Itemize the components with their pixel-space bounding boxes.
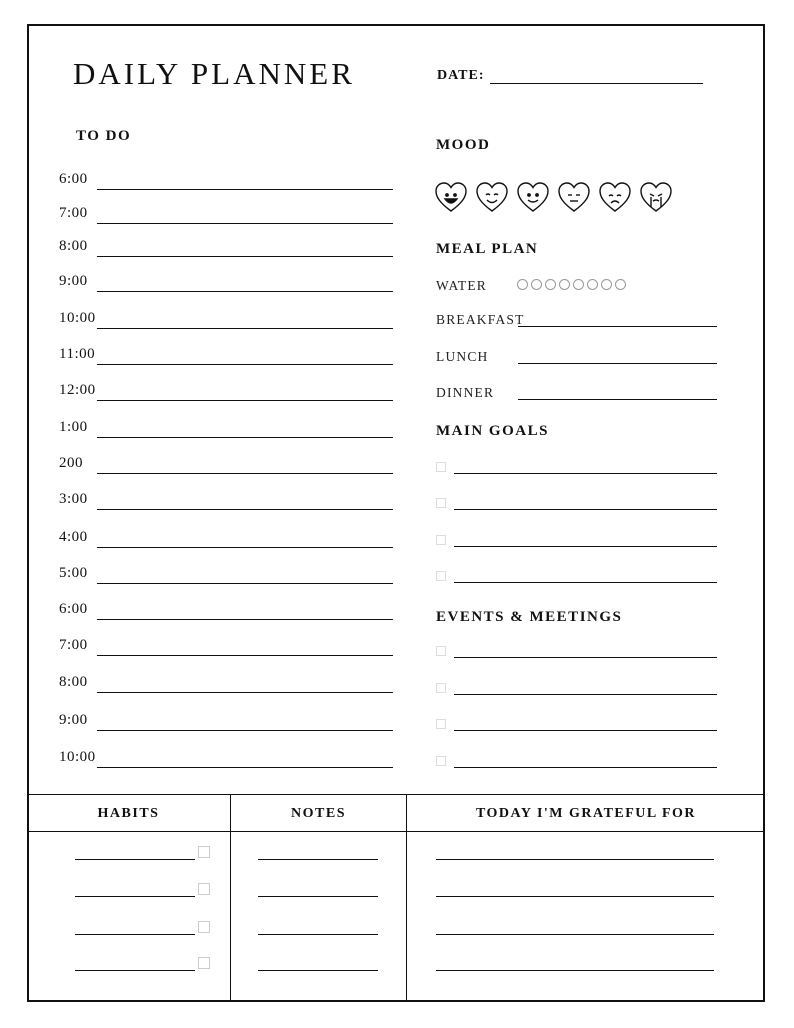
event-row: [436, 748, 717, 768]
todo-time-label: 11:00: [59, 346, 96, 362]
todo-time-label: 200: [59, 455, 83, 471]
todo-row[interactable]: [59, 564, 393, 584]
water-glass-circle[interactable]: [531, 279, 542, 290]
heart-laughing-icon[interactable]: [434, 181, 468, 213]
todo-time-label: 8:00: [59, 238, 88, 254]
goal-line[interactable]: [454, 473, 717, 474]
note-line[interactable]: [258, 896, 378, 897]
water-glass-circle[interactable]: [545, 279, 556, 290]
todo-time-label: 12:00: [59, 382, 96, 398]
todo-time-label: 7:00: [59, 205, 88, 221]
note-line[interactable]: [258, 934, 378, 935]
event-row: [436, 675, 717, 695]
todo-time-label: 5:00: [59, 565, 88, 581]
todo-heading: TO DO: [76, 128, 132, 144]
water-glass-circle[interactable]: [615, 279, 626, 290]
goal-checkbox[interactable]: [436, 535, 446, 545]
todo-line[interactable]: [97, 767, 393, 768]
habit-checkbox[interactable]: [198, 921, 210, 933]
notes-heading: NOTES: [291, 806, 346, 821]
event-line[interactable]: [454, 767, 717, 768]
event-checkbox[interactable]: [436, 683, 446, 693]
event-checkbox[interactable]: [436, 756, 446, 766]
todo-row[interactable]: [59, 748, 393, 768]
todo-row[interactable]: [59, 309, 393, 329]
todo-time-label: 9:00: [59, 273, 88, 289]
habit-line[interactable]: [75, 970, 195, 971]
todo-time-label: 9:00: [59, 712, 88, 728]
water-tracker: [517, 279, 626, 290]
todo-time-label: 6:00: [59, 171, 88, 187]
todo-time-label: 7:00: [59, 637, 88, 653]
goal-line[interactable]: [454, 509, 717, 510]
water-glass-circle[interactable]: [559, 279, 570, 290]
page-title: DAILY PLANNER: [73, 56, 355, 91]
note-line[interactable]: [258, 859, 378, 860]
main-goals-heading: MAIN GOALS: [436, 423, 549, 439]
water-glass-circle[interactable]: [573, 279, 584, 290]
water-glass-circle[interactable]: [601, 279, 612, 290]
goal-row: [436, 490, 717, 510]
habit-line[interactable]: [75, 934, 195, 935]
todo-line[interactable]: [97, 509, 393, 510]
heart-smiling-icon[interactable]: [475, 181, 509, 213]
mood-heading: MOOD: [436, 137, 491, 153]
todo-line[interactable]: [97, 189, 393, 190]
todo-line[interactable]: [97, 256, 393, 257]
mood-selector: [434, 181, 673, 213]
todo-row[interactable]: [59, 170, 393, 190]
todo-line[interactable]: [97, 291, 393, 292]
event-checkbox[interactable]: [436, 719, 446, 729]
events-heading: EVENTS & MEETINGS: [436, 609, 623, 625]
todo-line[interactable]: [97, 223, 393, 224]
habit-checkbox[interactable]: [198, 846, 210, 858]
bottom-top-divider: [27, 794, 765, 795]
note-line[interactable]: [258, 970, 378, 971]
goal-checkbox[interactable]: [436, 571, 446, 581]
todo-line[interactable]: [97, 473, 393, 474]
bottom-divider-2: [406, 794, 407, 1002]
habit-line[interactable]: [75, 896, 195, 897]
todo-row[interactable]: [59, 381, 393, 401]
grateful-line[interactable]: [436, 896, 714, 897]
todo-line[interactable]: [97, 583, 393, 584]
event-line[interactable]: [454, 657, 717, 658]
todo-row[interactable]: [59, 454, 393, 474]
todo-time-label: 6:00: [59, 601, 88, 617]
date-label: DATE:: [437, 68, 485, 83]
todo-line[interactable]: [97, 400, 393, 401]
goal-row: [436, 454, 717, 474]
todo-time-label: 10:00: [59, 749, 96, 765]
goal-checkbox[interactable]: [436, 462, 446, 472]
heart-crying-icon[interactable]: [639, 181, 673, 213]
dinner-label: DINNER: [436, 385, 495, 400]
heart-sad-icon[interactable]: [598, 181, 632, 213]
bottom-divider-1: [230, 794, 231, 1002]
grateful-line[interactable]: [436, 970, 714, 971]
todo-row[interactable]: [59, 490, 393, 510]
habit-line[interactable]: [75, 859, 195, 860]
todo-row[interactable]: [59, 237, 393, 257]
water-glass-circle[interactable]: [517, 279, 528, 290]
goal-checkbox[interactable]: [436, 498, 446, 508]
event-row: [436, 711, 717, 731]
todo-row[interactable]: [59, 528, 393, 548]
grateful-heading: TODAY I'M GRATEFUL FOR: [475, 806, 697, 821]
todo-row[interactable]: [59, 673, 393, 693]
dinner-line[interactable]: [518, 399, 717, 400]
water-glass-circle[interactable]: [587, 279, 598, 290]
todo-row[interactable]: [59, 600, 393, 620]
todo-time-label: 3:00: [59, 491, 88, 507]
todo-line[interactable]: [97, 619, 393, 620]
heart-happy-icon[interactable]: [516, 181, 550, 213]
todo-line[interactable]: [97, 692, 393, 693]
todo-row[interactable]: [59, 418, 393, 438]
todo-row[interactable]: [59, 636, 393, 656]
heart-neutral-icon[interactable]: [557, 181, 591, 213]
goal-line[interactable]: [454, 546, 717, 547]
todo-time-label: 10:00: [59, 310, 96, 326]
event-line[interactable]: [454, 730, 717, 731]
lunch-label: LUNCH: [436, 349, 489, 364]
habits-heading: HABITS: [97, 806, 160, 821]
grateful-line[interactable]: [436, 859, 714, 860]
goal-line[interactable]: [454, 582, 717, 583]
habit-checkbox[interactable]: [198, 883, 210, 895]
habit-checkbox[interactable]: [198, 957, 210, 969]
grateful-line[interactable]: [436, 934, 714, 935]
date-field-line[interactable]: [490, 83, 703, 84]
todo-row[interactable]: [59, 272, 393, 292]
goal-row: [436, 563, 717, 583]
water-label: WATER: [436, 278, 487, 293]
event-row: [436, 638, 717, 658]
breakfast-line[interactable]: [518, 326, 717, 327]
todo-line[interactable]: [97, 328, 393, 329]
todo-time-label: 4:00: [59, 529, 88, 545]
breakfast-label: BREAKFAST: [436, 312, 525, 327]
event-line[interactable]: [454, 694, 717, 695]
todo-line[interactable]: [97, 547, 393, 548]
meal-plan-heading: MEAL PLAN: [436, 241, 539, 257]
todo-row[interactable]: [59, 204, 393, 224]
todo-time-label: 8:00: [59, 674, 88, 690]
todo-line[interactable]: [97, 364, 393, 365]
todo-row[interactable]: [59, 345, 393, 365]
goal-row: [436, 527, 717, 547]
todo-line[interactable]: [97, 437, 393, 438]
todo-row[interactable]: [59, 711, 393, 731]
event-checkbox[interactable]: [436, 646, 446, 656]
todo-time-label: 1:00: [59, 419, 88, 435]
todo-line[interactable]: [97, 730, 393, 731]
bottom-header-divider: [27, 831, 765, 832]
lunch-line[interactable]: [518, 363, 717, 364]
todo-line[interactable]: [97, 655, 393, 656]
